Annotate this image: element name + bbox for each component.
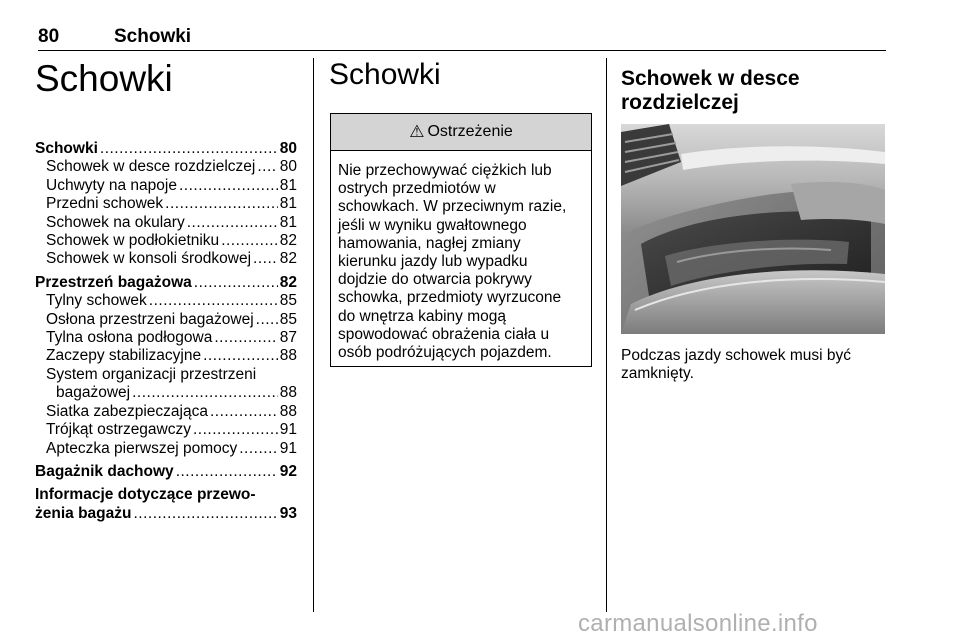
toc-entry-page: 82 bbox=[279, 232, 297, 250]
toc-entry-page: 82 bbox=[279, 273, 297, 291]
toc-entry-title: Schowki bbox=[35, 140, 98, 157]
toc-leader-dots bbox=[257, 158, 277, 176]
toc-entry-page: 88 bbox=[279, 402, 297, 420]
warning-text-line: ostrych przedmiotów w bbox=[338, 180, 496, 198]
warning-text-line: dojdzie do otwarcia pokrywy bbox=[338, 271, 532, 289]
toc-leader-dots bbox=[132, 384, 278, 402]
toc-entry-title: Przedni schowek bbox=[46, 195, 164, 213]
warning-text-line: osób podróżujących pojazdem. bbox=[338, 344, 552, 362]
toc-leader-dots bbox=[165, 195, 278, 213]
toc-entry-page: 87 bbox=[279, 329, 297, 347]
toc-entry-title: Schowek w konsoli środkowej bbox=[46, 250, 252, 268]
toc-entry[interactable] bbox=[35, 214, 297, 232]
warning-text-line: do wnętrza kabiny mogą bbox=[338, 307, 507, 325]
toc-entry-title: Uchwyty na napoje bbox=[46, 176, 177, 194]
warning-text-line: schowkach. W przeciwnym razie, bbox=[338, 198, 567, 216]
column-divider bbox=[313, 58, 314, 612]
toc-leader-dots bbox=[203, 347, 278, 365]
toc-entry[interactable] bbox=[35, 250, 297, 268]
toc-leader-dots bbox=[221, 232, 278, 250]
toc-entry-page: 81 bbox=[279, 195, 297, 213]
body-text-line: Podczas jazdy schowek musi być bbox=[621, 347, 852, 364]
toc-entry-title: Schowek w desce rozdzielczej bbox=[46, 158, 256, 176]
toc-entry[interactable] bbox=[35, 463, 297, 481]
toc-entry-page: 80 bbox=[279, 158, 297, 176]
toc-entry[interactable] bbox=[35, 292, 297, 310]
toc-entry-title: Tylna osłona podłogowa bbox=[46, 329, 213, 347]
header-divider bbox=[38, 50, 886, 51]
toc-entry[interactable] bbox=[35, 347, 297, 365]
toc-entry-title: Schowek w podłokietniku bbox=[46, 232, 220, 250]
toc-entry[interactable] bbox=[35, 177, 297, 195]
warning-text-line: spowodować obrażenia ciała u bbox=[338, 325, 550, 343]
toc-entry[interactable] bbox=[35, 366, 297, 384]
glovebox-photo bbox=[621, 124, 885, 334]
toc-leader-dots bbox=[253, 250, 278, 268]
toc-leader-dots bbox=[214, 329, 277, 347]
toc-entry-page: 81 bbox=[279, 176, 297, 194]
warning-header bbox=[331, 114, 591, 151]
toc-entry-title: Przestrzeń bagażowa bbox=[35, 273, 192, 291]
toc-entry[interactable] bbox=[35, 505, 297, 523]
toc-entry-page: 88 bbox=[279, 347, 297, 365]
toc-entry-page: 88 bbox=[279, 384, 297, 402]
warning-text-line: Nie przechowywać ciężkich lub bbox=[338, 162, 552, 179]
toc-entry-title: bagażowej bbox=[56, 384, 131, 402]
toc-entry[interactable] bbox=[35, 195, 297, 213]
toc-entry-page: 93 bbox=[279, 504, 297, 522]
toc-leader-dots bbox=[187, 214, 278, 232]
toc-entry[interactable] bbox=[35, 274, 297, 292]
toc-entry-title: Trójkąt ostrzegawczy bbox=[46, 421, 191, 439]
toc-entry-page: 91 bbox=[279, 421, 297, 439]
toc-leader-dots bbox=[194, 274, 278, 292]
toc-leader-dots bbox=[239, 440, 278, 458]
toc-entry[interactable] bbox=[35, 158, 297, 176]
toc-entry-page: 85 bbox=[279, 292, 297, 310]
toc-entry-title: Schowek na okulary bbox=[46, 213, 185, 231]
warning-heading: Ostrzeżenie bbox=[427, 123, 513, 140]
warning-text-line: hamowania, nagłej zmiany bbox=[338, 234, 521, 252]
toc-entry-page: 80 bbox=[279, 140, 297, 157]
toc-leader-dots bbox=[133, 505, 277, 523]
toc-entry-title: Tylny schowek bbox=[46, 292, 147, 310]
toc-entry[interactable] bbox=[35, 440, 297, 458]
toc-entry-title: Osłona przestrzeni bagażowej bbox=[46, 310, 254, 328]
warning-text bbox=[331, 151, 591, 362]
toc-leader-dots bbox=[210, 403, 278, 421]
toc-entry-page: 81 bbox=[279, 213, 297, 231]
toc-leader-dots bbox=[176, 463, 278, 481]
toc-entry[interactable] bbox=[35, 311, 297, 329]
body-text bbox=[621, 347, 881, 384]
toc-entry-title: Informacje dotyczące przewo- bbox=[35, 486, 256, 504]
toc-entry[interactable] bbox=[35, 403, 297, 421]
body-text-line: zamknięty. bbox=[621, 365, 694, 383]
toc-leader-dots bbox=[149, 292, 278, 310]
toc-entry-title: Apteczka pierwszej pomocy bbox=[46, 439, 238, 457]
watermark: carmanualsonline.info bbox=[578, 610, 818, 637]
running-title: Schowki bbox=[114, 26, 192, 47]
toc-entry-page: 85 bbox=[279, 310, 297, 328]
page-number: 80 bbox=[38, 26, 60, 47]
table-of-contents bbox=[35, 140, 297, 523]
toc-entry[interactable] bbox=[35, 384, 297, 402]
warning-text-line: schowka, przedmioty wyrzucone bbox=[338, 289, 562, 307]
chapter-title: Schowki bbox=[35, 58, 173, 99]
toc-entry-page: 91 bbox=[279, 439, 297, 457]
toc-leader-dots bbox=[100, 140, 278, 158]
toc-entry-page: 92 bbox=[279, 462, 297, 480]
subsection-title-line: rozdzielczej bbox=[621, 91, 739, 114]
toc-leader-dots bbox=[193, 421, 278, 439]
toc-entry-title: System organizacji przestrzeni bbox=[46, 365, 257, 383]
toc-entry[interactable] bbox=[35, 486, 297, 504]
page-header bbox=[38, 22, 886, 48]
warning-triangle-icon: ⚠ bbox=[409, 122, 425, 141]
toc-entry-title: żenia bagażu bbox=[35, 504, 132, 522]
subsection-title bbox=[621, 67, 881, 115]
section-title: Schowki bbox=[329, 58, 441, 91]
warning-box bbox=[330, 113, 592, 367]
toc-entry[interactable] bbox=[35, 232, 297, 250]
toc-leader-dots bbox=[256, 311, 278, 329]
toc-entry-title: Siatka zabezpieczająca bbox=[46, 402, 208, 420]
toc-leader-dots bbox=[179, 177, 278, 195]
toc-entry[interactable] bbox=[35, 421, 297, 439]
column-divider bbox=[606, 58, 607, 612]
toc-entry[interactable] bbox=[35, 140, 297, 158]
toc-entry-title: Bagażnik dachowy bbox=[35, 462, 174, 480]
toc-entry-title: Zaczepy stabilizacyjne bbox=[46, 347, 202, 365]
toc-entry[interactable] bbox=[35, 329, 297, 347]
warning-text-line: jeśli w wyniku gwałtownego bbox=[338, 216, 527, 234]
subsection-title-line: Schowek w desce bbox=[621, 67, 800, 90]
warning-text-line: kierunku jazdy lub wypadku bbox=[338, 253, 528, 271]
toc-entry-page: 82 bbox=[279, 250, 297, 268]
